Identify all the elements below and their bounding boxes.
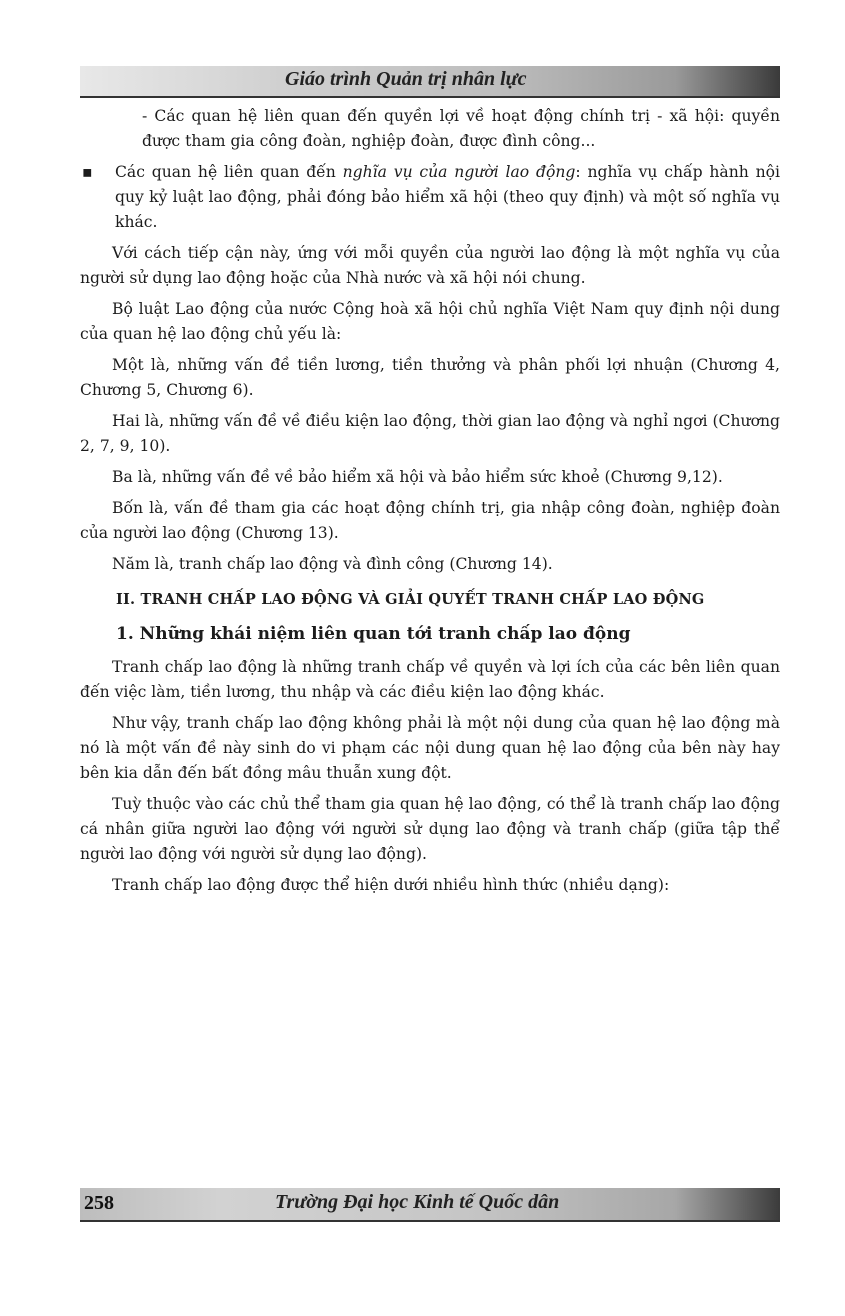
paragraph: Bốn là, vấn đề tham gia các hoạt động chính trị, gia nhập công đoàn, nghiệp đoàn của người lao động (Chương 13). bbox=[80, 499, 780, 542]
subsection-heading: 1. Những khái niệm liên quan tới tranh chấp lao động bbox=[116, 624, 631, 644]
paragraph: Bộ luật Lao động của nước Cộng hoà xã hội chủ nghĩa Việt Nam quy định nội dung của quan hệ lao động chủ yếu là: bbox=[80, 300, 780, 343]
paragraph: Năm là, tranh chấp lao động và đình công (Chương 14). bbox=[112, 555, 553, 573]
bullet-text-end: : nghĩa vụ chấp hành nội quy kỷ luật lao động, phải đóng bảo hiểm xã hội (theo quy định) và một số nghĩa vụ khác. bbox=[115, 163, 780, 231]
page-header bbox=[80, 66, 780, 96]
paragraph: Một là, những vấn đề tiền lương, tiền thưởng và phân phối lợi nhuận (Chương 4, Chương 5, Chương 6). bbox=[80, 356, 780, 399]
footer-title: Trường Đại học Kinh tế Quốc dân bbox=[275, 1191, 560, 1213]
paragraph: Tranh chấp lao động là những tranh chấp về quyền và lợi ích của các bên liên quan đến việc làm, tiền lương, thu nhập và các điều kiện lao động khác. bbox=[80, 658, 780, 701]
page-number: 258 bbox=[84, 1192, 114, 1214]
paragraph: Như vậy, tranh chấp lao động không phải là một nội dung của quan hệ lao động mà nó là một vấn đề này sinh do vi phạm các nội dung quan hệ lao động của bên này hay bên kia dẫn đến bất đồng mâu thuẫn xung đột. bbox=[80, 714, 780, 782]
paragraph: - Các quan hệ liên quan đến quyền lợi về hoạt động chính trị - xã hội: quyền được tham gia công đoàn, nghiệp đoàn, được đình công... bbox=[142, 107, 780, 150]
section-heading: II. TRANH CHẤP LAO ĐỘNG VÀ GIẢI QUYẾT TRANH CHẤP LAO ĐỘNG bbox=[116, 591, 705, 608]
header-rule bbox=[80, 96, 780, 98]
page-footer bbox=[80, 1188, 780, 1220]
page-body bbox=[80, 104, 780, 904]
bullet-icon: ▪ bbox=[82, 163, 93, 181]
paragraph: Tuỳ thuộc vào các chủ thể tham gia quan hệ lao động, có thể là tranh chấp lao động cá nhân giữa người lao động với người sử dụng lao động và tranh chấp (giữa tập thể người lao động với người sử dụng lao động). bbox=[80, 795, 780, 863]
paragraph: Ba là, những vấn đề về bảo hiểm xã hội và bảo hiểm sức khoẻ (Chương 9,12). bbox=[112, 468, 723, 486]
bullet-text-emphasis: nghĩa vụ của người lao động bbox=[342, 163, 576, 181]
bullet-text-start: Các quan hệ liên quan đến bbox=[115, 163, 343, 181]
bullet-item bbox=[82, 160, 780, 235]
header-title: Giáo trình Quản trị nhân lực bbox=[285, 68, 527, 90]
paragraph: Với cách tiếp cận này, ứng với mỗi quyền của người lao động là một nghĩa vụ của người sử dụng lao động hoặc của Nhà nước và xã hội nói chung. bbox=[80, 244, 780, 287]
footer-rule bbox=[80, 1220, 780, 1222]
paragraph: Hai là, những vấn đề về điều kiện lao động, thời gian lao động và nghỉ ngơi (Chương 2, 7, 9, 10). bbox=[80, 412, 780, 455]
paragraph: Tranh chấp lao động được thể hiện dưới nhiều hình thức (nhiều dạng): bbox=[112, 876, 670, 894]
